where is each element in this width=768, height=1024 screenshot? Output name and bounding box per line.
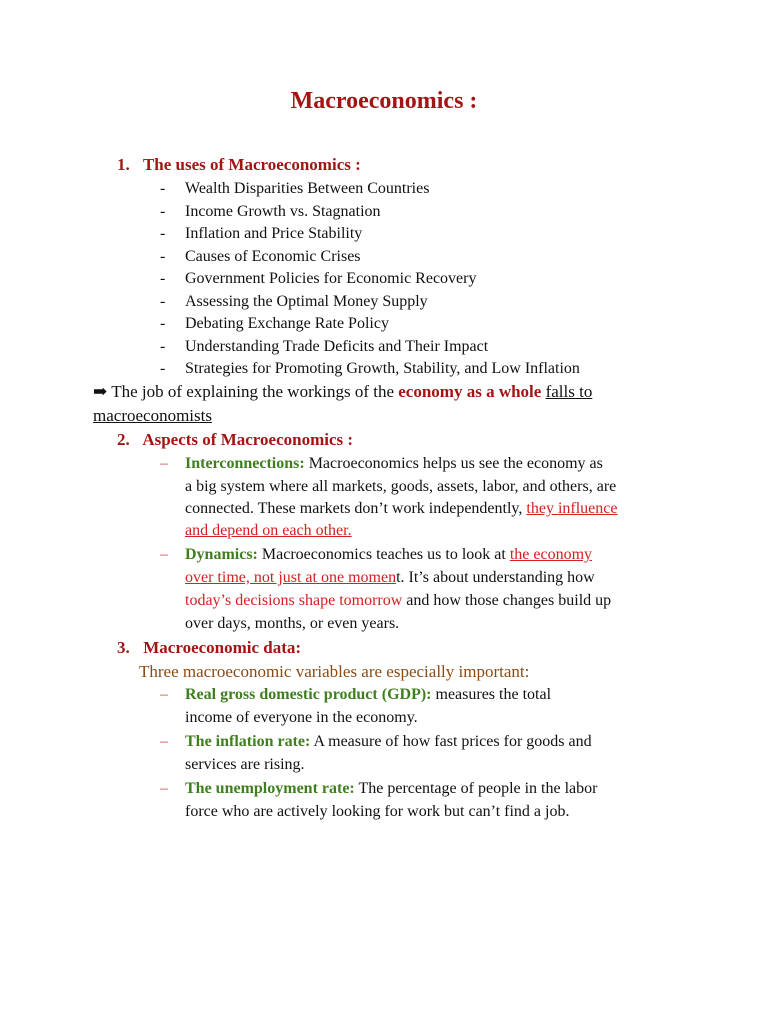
list-item: - Wealth Disparities Between Countries: [160, 180, 430, 197]
section-3-intro: Three macroeconomic variables are especially important:: [139, 662, 530, 681]
bullet-dash: –: [160, 733, 168, 750]
inflation-label: The inflation rate:: [185, 733, 311, 750]
list-item: - Debating Exchange Rate Policy: [160, 315, 389, 332]
inflation-line-1: The inflation rate: A measure of how fast prices for goods and: [185, 733, 592, 750]
conclusion-line-2: macroeconomists: [93, 406, 212, 425]
list-item: - Income Growth vs. Stagnation: [160, 202, 381, 220]
interconnections-line-1: Interconnections: Macroeconomics helps us see the economy as: [185, 455, 603, 472]
list-item: - Understanding Trade Deficits and Their Impact: [160, 337, 489, 355]
section-1-number: 1.: [117, 155, 130, 174]
list-item: - Government Policies for Economic Recovery: [160, 270, 477, 287]
conclusion-line-1: ➡ The job of explaining the workings of the economy as a whole falls to: [93, 382, 593, 401]
dynamics-line-4: over days, months, or even years.: [185, 615, 400, 632]
section-2-heading: [117, 430, 353, 450]
dynamics-line-3: today’s decisions shape tomorrow and how those changes build up: [185, 592, 612, 609]
section-2-title: Aspects of Macroeconomics :: [142, 430, 354, 449]
gdp-label: Real gross domestic product (GDP):: [185, 686, 432, 703]
bullet-dash: –: [160, 780, 168, 797]
gdp-line-2: income of everyone in the economy.: [185, 709, 418, 726]
unemployment-line-1: The unemployment rate: The percentage of people in the labor: [185, 780, 598, 797]
page-title: Macroeconomics :: [290, 88, 478, 114]
section-3-number: 3.: [117, 638, 130, 657]
section-3-heading: [117, 638, 301, 658]
list-item: - Inflation and Price Stability: [160, 225, 363, 242]
section-1-heading: [117, 155, 361, 175]
section-3-title: Macroeconomic data:: [143, 638, 302, 657]
economy-highlight: economy as a whole: [398, 382, 542, 401]
list-item: - Assessing the Optimal Money Supply: [160, 292, 428, 310]
unemployment-line-2: force who are actively looking for work but can’t find a job.: [185, 803, 570, 820]
section-2-number: 2.: [117, 430, 130, 449]
list-item: - Causes of Economic Crises: [160, 247, 361, 265]
bullet-dash: –: [160, 546, 168, 563]
dynamics-label: Dynamics:: [185, 546, 258, 563]
interconnections-line-2: a big system where all markets, goods, assets, labor, and others, are: [185, 478, 617, 495]
gdp-line-1: Real gross domestic product (GDP): measures the total: [185, 686, 552, 703]
dynamics-line-2: over time, not just at one moment. It’s about understanding how: [185, 569, 595, 586]
list-item: - Strategies for Promoting Growth, Stability, and Low Inflation: [160, 360, 580, 377]
interconnections-line-3: connected. These markets don’t work independently, they influence: [185, 500, 618, 517]
interconnections-label: Interconnections:: [185, 455, 305, 472]
interconnections-line-4: and depend on each other.: [185, 522, 352, 539]
bullet-dash: –: [160, 455, 168, 472]
arrow-icon: ➡: [93, 382, 108, 401]
section-1-title: The uses of Macroeconomics :: [142, 155, 361, 174]
unemployment-label: The unemployment rate:: [185, 780, 355, 797]
inflation-line-2: services are rising.: [185, 756, 305, 773]
bullet-dash: –: [160, 686, 168, 703]
dynamics-line-1: Dynamics: Macroeconomics teaches us to look at the economy: [185, 546, 593, 563]
